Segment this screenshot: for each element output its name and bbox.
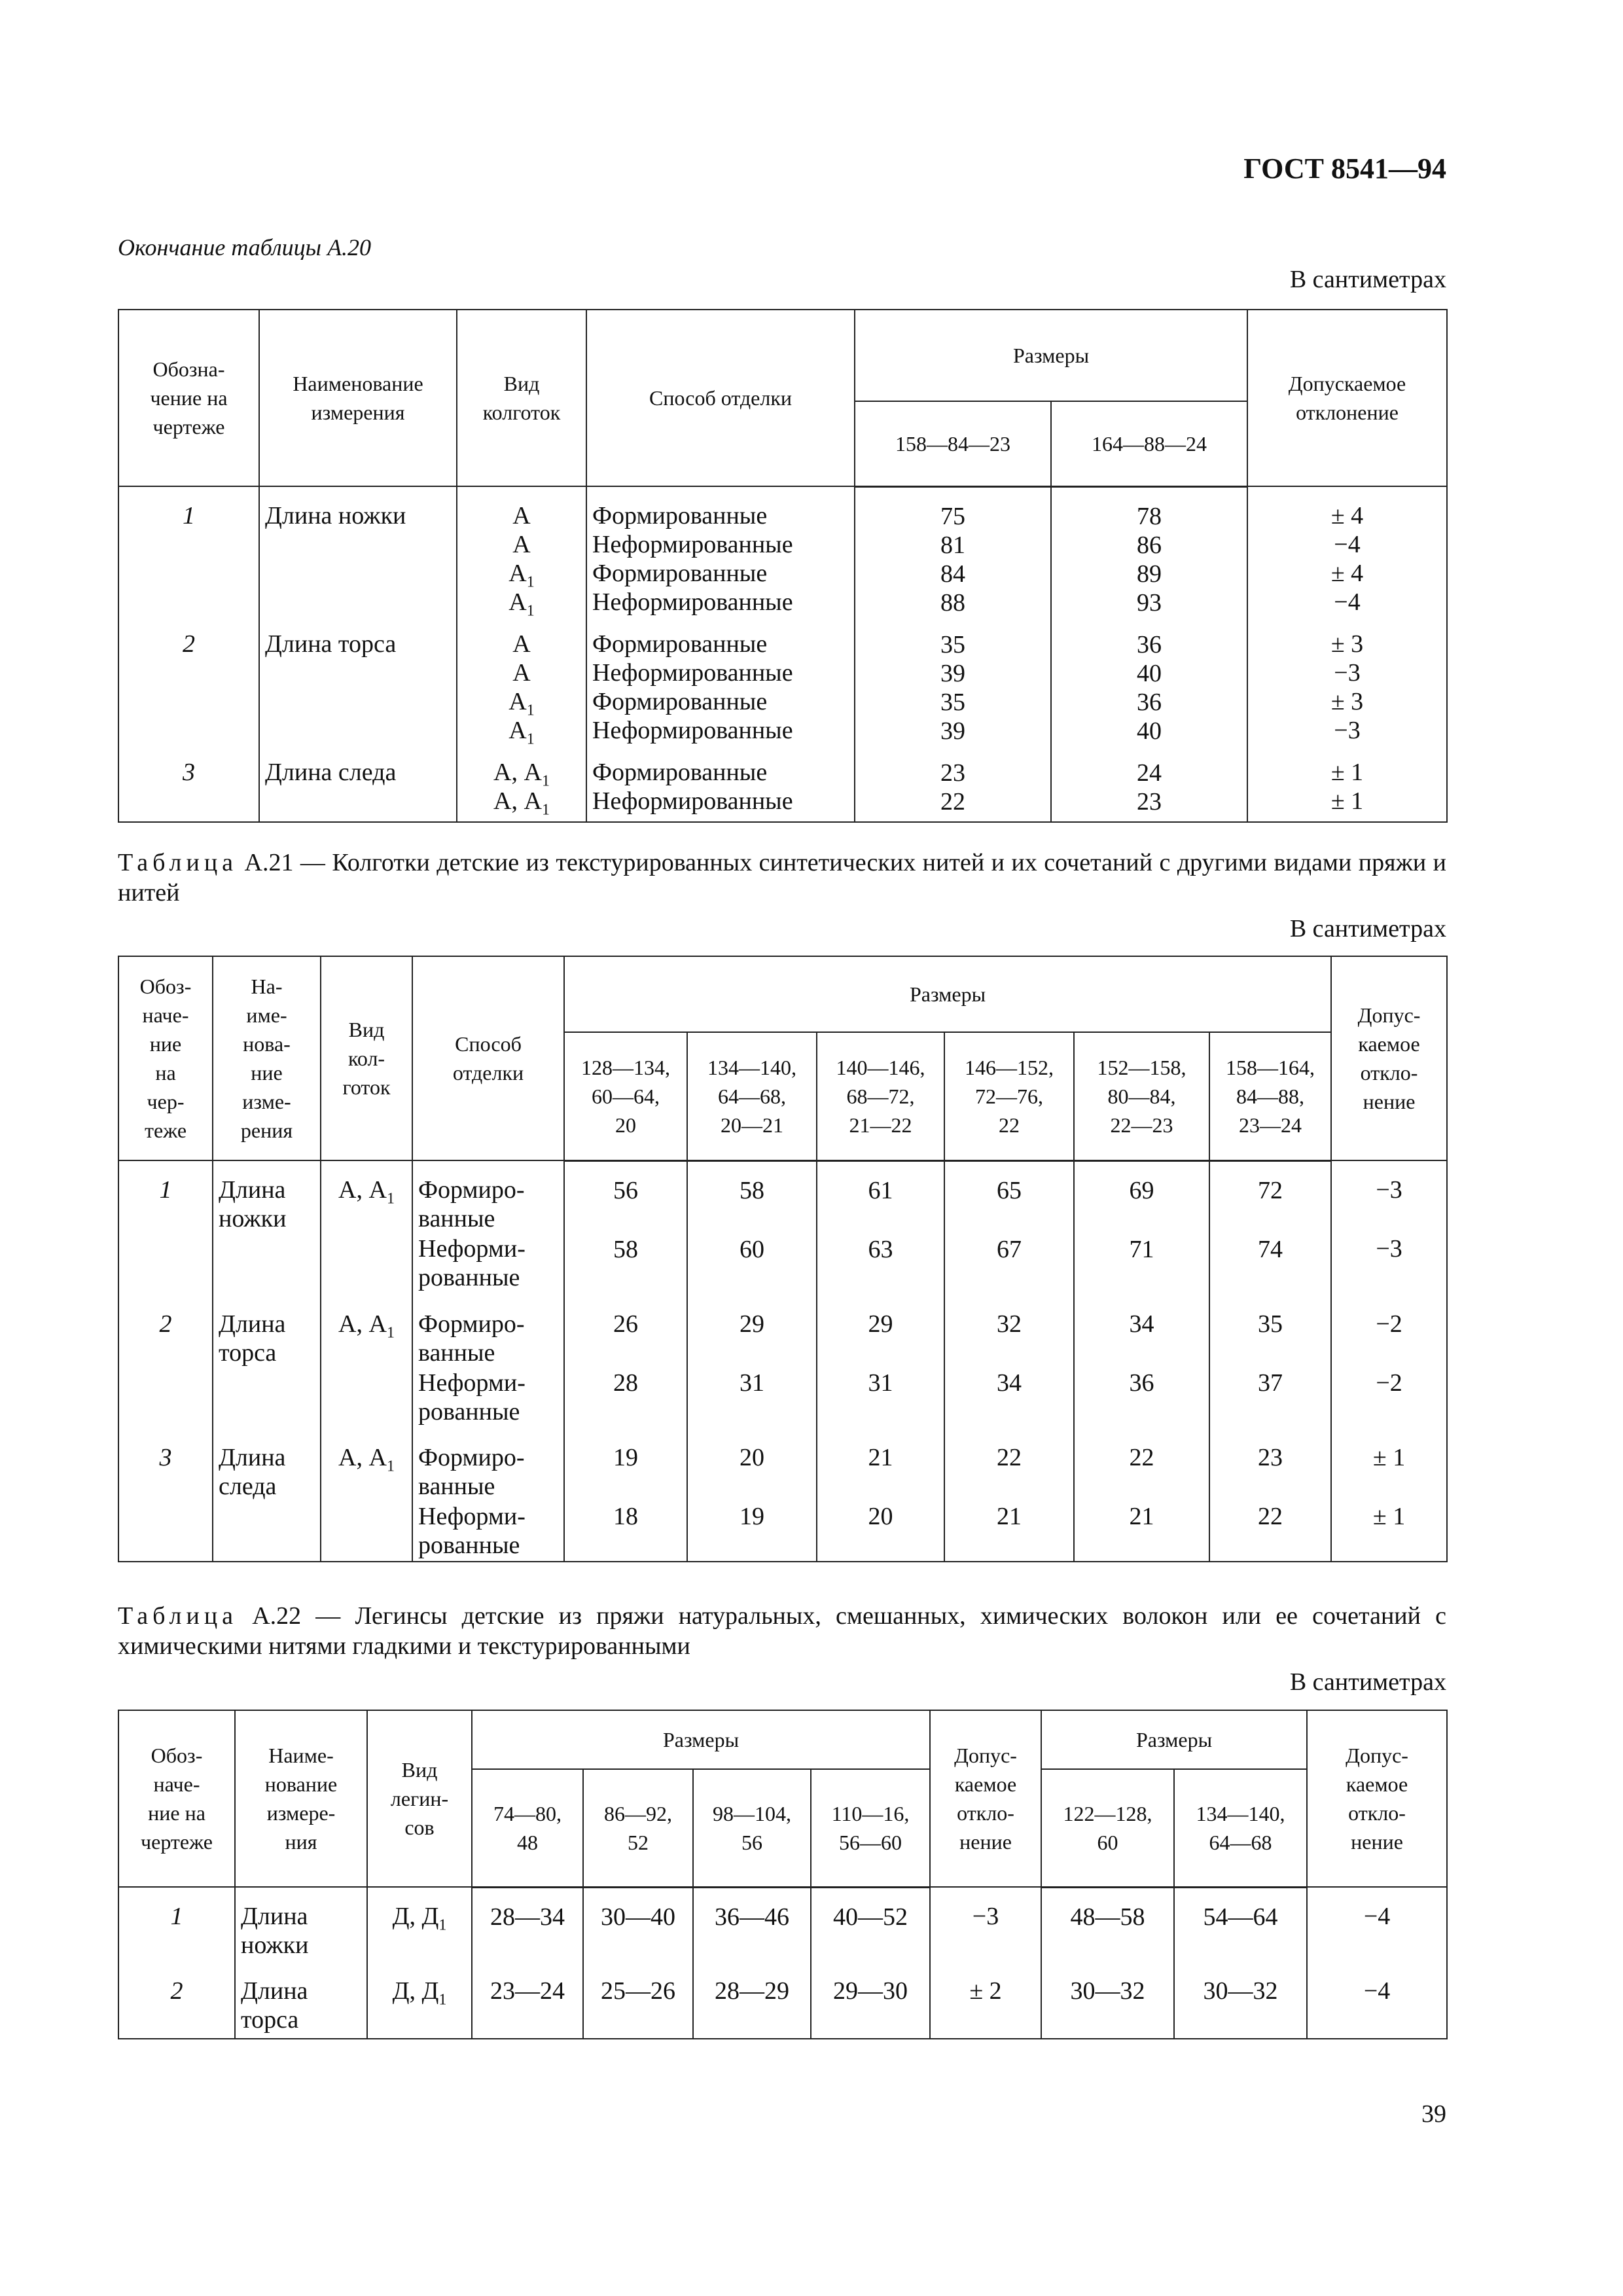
row-number: 2 <box>183 630 195 658</box>
header-tolerance: Допус- каемое откло- нение <box>930 1710 1041 1887</box>
designation-cell: 2 <box>118 1302 213 1435</box>
size-value-cell: 28—34 <box>472 1887 583 1969</box>
designation-cell <box>118 486 259 822</box>
designation-cell: 3 <box>118 1435 213 1562</box>
header-size-col: 122—128, 60 <box>1041 1769 1174 1887</box>
row-number: 1 <box>183 502 195 529</box>
size-value-cell: 69 71 <box>1074 1160 1209 1302</box>
table-row <box>118 1160 1447 1302</box>
type-cell: А, $А_1$ <box>321 1160 412 1302</box>
header-size-col: 158—84—23 <box>855 401 1051 486</box>
header-designation: Обоз- наче- ние на чертеже <box>118 1710 235 1887</box>
tolerance-cell: ± 4 −4 ± 4 −4 ± 3 −3 ± 3 −3 ± 1 ± 1 <box>1247 486 1447 822</box>
size-value-cell: 25—26 <box>583 1969 693 2039</box>
header-tolerance: Допускаемое отклонение <box>1247 310 1447 486</box>
tolerance-cell: −4 <box>1307 1887 1447 1969</box>
designation-cell: 2 <box>118 1969 235 2039</box>
size-value-cell: 35 37 <box>1209 1302 1331 1435</box>
tolerance-cell: ± 1 ± 1 <box>1331 1435 1447 1562</box>
table-a20-continuation-label: Окончание таблицы А.20 <box>118 234 372 260</box>
measurement-cell <box>259 486 457 822</box>
table-a21-caption: Таблица А.21 — Колготки детские из текстурированных синтетических нитей и их сочетаний с другими видами пряжи и нитей <box>118 849 1446 906</box>
tolerance-cell: −2 −2 <box>1331 1302 1447 1435</box>
header-size-col: 98—104, 56 <box>693 1769 811 1887</box>
header-designation: Обозна- чение на чертеже <box>118 310 259 486</box>
finishing-cell: Формированные Неформированные Формированные Неформированные Формированные Неформированные Формированные Неформированные Формированные Неформированные <box>586 486 855 822</box>
header-designation: Обоз- наче- ние на чер- теже <box>118 956 213 1160</box>
tolerance-cell: ± 2 <box>930 1969 1041 2039</box>
header-size-col: 134—140, 64—68 <box>1174 1769 1307 1887</box>
header-sizes: Размеры <box>564 956 1331 1032</box>
size-value-cell: 30—32 <box>1174 1969 1307 2039</box>
table-a22-caption: Таблица А.22 — Легинсы детские из пряжи натуральных, смешанных, химических волокон или ее сочетаний с химическими нитями гладкими и текстурированными <box>118 1602 1447 1660</box>
size-value-cell: 65 67 <box>944 1160 1074 1302</box>
tolerance-cell: −3 −3 <box>1331 1160 1447 1302</box>
page-number: 39 <box>1421 2100 1446 2128</box>
size-value-cell: 30—40 <box>583 1887 693 1969</box>
header-size-col: 158—164, 84—88, 23—24 <box>1209 1032 1331 1160</box>
header-sizes: Размеры <box>855 310 1247 401</box>
table-row <box>118 1887 1447 1969</box>
size-value-cell: 48—58 <box>1041 1887 1174 1969</box>
size-value-cell: 40—52 <box>811 1887 930 1969</box>
table-a20-units: В сантиметрах <box>1289 266 1446 293</box>
header-size-col: 146—152, 72—76, 22 <box>944 1032 1074 1160</box>
tolerance-cell: −3 <box>930 1887 1041 1969</box>
tolerance-cell: −4 <box>1307 1969 1447 2039</box>
header-sizes: Размеры <box>1041 1710 1307 1769</box>
header-measurement: Наиме- нование измере- ния <box>235 1710 367 1887</box>
size-value-cell: 36—46 <box>693 1887 811 1969</box>
size-value-cell: 22 21 <box>1074 1435 1209 1562</box>
size-value-cell: 32 34 <box>944 1302 1074 1435</box>
type-cell: А, $А_1$ <box>321 1302 412 1435</box>
size-value-cell: 23 22 <box>1209 1435 1331 1562</box>
designation-cell: 1 <box>118 1160 213 1302</box>
type-cell: Д, $Д_1$ <box>367 1887 472 1969</box>
size-value-cell: 61 63 <box>817 1160 944 1302</box>
header-size-col: 110—16, 56—60 <box>811 1769 930 1887</box>
measurement-cell: Длина ножки <box>213 1160 321 1302</box>
size-value-cell: 23—24 <box>472 1969 583 2039</box>
measurement-name: Длина ножки <box>265 502 406 529</box>
finishing-cell: Формиро- ванные Неформи- рованные <box>412 1160 564 1302</box>
header-finishing: Способ отделки <box>586 310 855 486</box>
header-type: Вид колготок <box>457 310 586 486</box>
header-measurement: Наименование измерения <box>259 310 457 486</box>
finishing-cell: Формиро- ванные Неформи- рованные <box>412 1302 564 1435</box>
measurement-cell: Длина следа <box>213 1435 321 1562</box>
size-value-cell: 58 60 <box>687 1160 817 1302</box>
table-a20 <box>118 309 1448 823</box>
header-finishing: Способ отделки <box>412 956 564 1160</box>
table-row <box>118 1969 1447 2039</box>
measurement-cell: Длина торса <box>235 1969 367 2039</box>
type-cell: А, $А_1$ <box>321 1435 412 1562</box>
header-size-col: 134—140, 64—68, 20—21 <box>687 1032 817 1160</box>
measurement-name: Длина торса <box>265 630 397 658</box>
size-value-cell: 72 74 <box>1209 1160 1331 1302</box>
table-a22 <box>118 1710 1448 2039</box>
size-value-cell: 34 36 <box>1074 1302 1209 1435</box>
table-row <box>118 1435 1447 1562</box>
document-code: ГОСТ 8541—94 <box>1243 152 1446 185</box>
measurement-cell: Длина торса <box>213 1302 321 1435</box>
size-value-cell: 22 21 <box>944 1435 1074 1562</box>
size-value-cell: 29—30 <box>811 1969 930 2039</box>
header-type: Вид кол- готок <box>321 956 412 1160</box>
header-size-col: 140—146, 68—72, 21—22 <box>817 1032 944 1160</box>
measurement-name: Длина следа <box>265 759 397 786</box>
row-number: 3 <box>183 759 195 786</box>
header-sizes: Размеры <box>472 1710 930 1769</box>
size-value-cell: 19 18 <box>564 1435 687 1562</box>
size-value-cell: 56 58 <box>564 1160 687 1302</box>
size-value-cell: 26 28 <box>564 1302 687 1435</box>
size-value-cell: 20 19 <box>687 1435 817 1562</box>
measurement-cell: Длина ножки <box>235 1887 367 1969</box>
size-value-cell: 78 86 89 93 36 40 36 40 24 23 <box>1051 486 1247 822</box>
size-value-cell: 75 81 84 88 35 39 35 39 23 22 <box>855 486 1051 822</box>
header-size-col: 86—92, 52 <box>583 1769 693 1887</box>
type-cell: А А $А_1$ $А_1$ А А $А_1$ $А_1$ А, $А_1$ А, $А_1$ <box>457 486 586 822</box>
table-row <box>118 1302 1447 1435</box>
finishing-cell: Формиро- ванные Неформи- рованные <box>412 1435 564 1562</box>
designation-cell: 1 <box>118 1887 235 1969</box>
size-value-cell: 54—64 <box>1174 1887 1307 1969</box>
header-measurement: На- име- нова- ние изме- рения <box>213 956 321 1160</box>
size-value-cell: 29 31 <box>687 1302 817 1435</box>
header-tolerance: Допус- каемое откло- нение <box>1331 956 1447 1160</box>
table-row <box>118 486 1447 822</box>
table-a21-units: В сантиметрах <box>1289 915 1446 942</box>
size-value-cell: 28—29 <box>693 1969 811 2039</box>
header-size-col: 74—80, 48 <box>472 1769 583 1887</box>
header-tolerance: Допус- каемое откло- нение <box>1307 1710 1447 1887</box>
size-value-cell: 29 31 <box>817 1302 944 1435</box>
size-value-cell: 21 20 <box>817 1435 944 1562</box>
header-size-col: 152—158, 80—84, 22—23 <box>1074 1032 1209 1160</box>
header-type: Вид легин- сов <box>367 1710 472 1887</box>
type-cell: Д, $Д_1$ <box>367 1969 472 2039</box>
table-a22-units: В сантиметрах <box>1289 1668 1446 1696</box>
size-value-cell: 30—32 <box>1041 1969 1174 2039</box>
header-size-col: 128—134, 60—64, 20 <box>564 1032 687 1160</box>
table-a21 <box>118 956 1448 1562</box>
header-size-col: 164—88—24 <box>1051 401 1247 486</box>
